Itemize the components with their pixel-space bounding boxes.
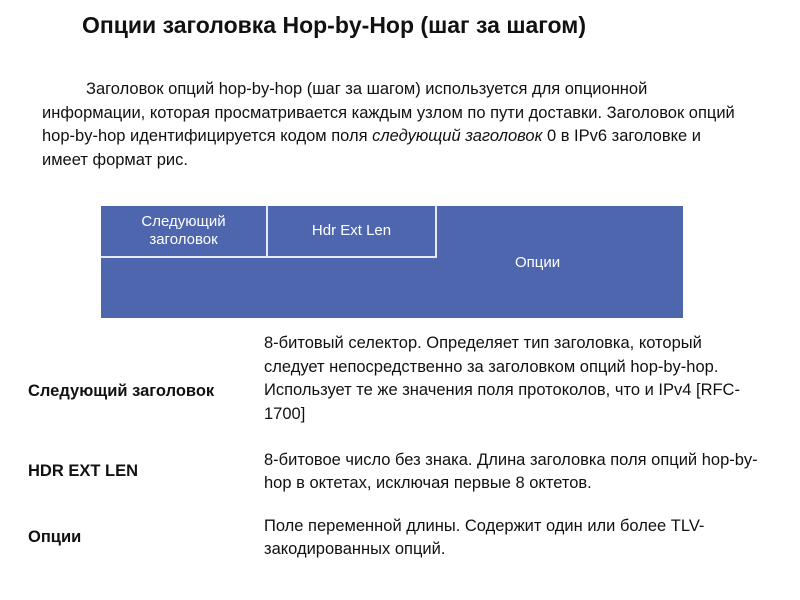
diagram-field-next-header-label: Следующий заголовок — [141, 213, 226, 248]
definition-term: Опции — [28, 528, 82, 547]
definition-description: 8-битовое число без знака. Длина заголовка поля опций hop-by-hop в октетах, исключая первые 8 октетов. — [264, 450, 758, 492]
definition-term: Следующий заголовок — [28, 382, 215, 401]
intro-text-part2: 0 в IPv6 заголовке и имеет формат рис. — [42, 127, 702, 169]
diagram-field-options — [437, 206, 683, 318]
diagram-field-hdr-ext-len — [268, 206, 437, 258]
intro-text-italic: следующий заголовок — [372, 127, 543, 145]
slide-title: Опции заголовка Hop-by-Hop (шаг за шагом) — [82, 12, 586, 38]
definitions-table — [26, 330, 766, 564]
diagram-field-options-label: Опции — [515, 254, 561, 271]
header-format-diagram — [101, 206, 683, 318]
definition-description: Поле переменной длины. Содержит один или более TLV-закодированных опций. — [264, 516, 705, 558]
definition-description: 8-битовый селектор. Определяет тип заголовка, который следует непосредственно за заголовком опций hop-by-hop. Использует те же значения поля протоколов, что и IPv4 [RFC-1700] — [264, 334, 740, 423]
diagram-field-next-header — [101, 206, 268, 258]
definition-term: HDR EXT LEN — [28, 462, 139, 481]
definition-row-hdr-ext-len — [26, 434, 766, 510]
intro-paragraph — [42, 78, 742, 172]
definition-row-next-header — [26, 330, 766, 428]
definition-row-options — [26, 512, 766, 564]
diagram-field-hdr-ext-len-label: Hdr Ext Len — [311, 222, 392, 239]
intro-text-part1: Заголовок опций hop-by-hop (шаг за шагом) используется для опционной информации, которая просматривается каждым узлом по пути доставки. Заголовок опций hop-by-hop идентифицируется кодом поля — [42, 80, 735, 145]
